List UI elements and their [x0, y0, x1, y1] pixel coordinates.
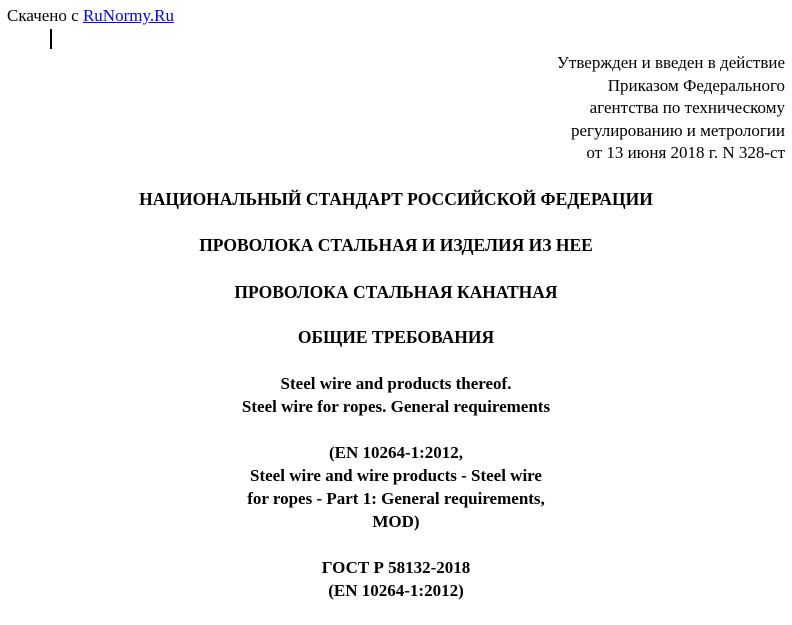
approval-line: агентства по техническому — [589, 98, 785, 118]
english-title-block — [0, 372, 792, 418]
download-source-line — [7, 6, 174, 26]
en-reference-line: Steel wire and wire products - Steel wire — [250, 466, 542, 485]
designation-block — [0, 556, 792, 602]
approval-block — [385, 52, 785, 165]
runormy-link[interactable]: RuNormy.Ru — [82, 6, 174, 25]
text-cursor — [50, 29, 52, 49]
download-source-prefix: Скачено с — [7, 6, 79, 25]
english-title-line: Steel wire for ropes. General requirements — [241, 397, 551, 416]
en-reference-line: (EN 10264-1:2012, — [328, 443, 464, 462]
en-designation: (EN 10264-1:2012) — [328, 581, 464, 600]
gost-designation: ГОСТ Р 58132-2018 — [321, 558, 471, 577]
title-rope-wire: ПРОВОЛОКА СТАЛЬНАЯ КАНАТНАЯ — [234, 282, 558, 302]
approval-line: Приказом Федерального — [607, 75, 785, 95]
national-standard-heading: НАЦИОНАЛЬНЫЙ СТАНДАРТ РОССИЙСКОЙ ФЕДЕРАЦИИ — [139, 189, 653, 209]
english-title-line: Steel wire and products thereof. — [280, 374, 512, 393]
title-steel-wire-products: ПРОВОЛОКА СТАЛЬНАЯ И ИЗДЕЛИЯ ИЗ НЕЕ — [199, 235, 593, 255]
en-reference-line: for ropes - Part 1: General requirements, — [247, 489, 545, 508]
en-reference-block — [0, 441, 792, 533]
title-general-requirements: ОБЩИЕ ТРЕБОВАНИЯ — [297, 327, 495, 347]
en-reference-line: MOD) — [372, 512, 420, 531]
approval-line: регулированию и метрологии — [570, 120, 785, 140]
approval-line: Утвержден и введен в действие — [556, 53, 785, 72]
approval-line: от 13 июня 2018 г. N 328-ст — [586, 143, 785, 163]
